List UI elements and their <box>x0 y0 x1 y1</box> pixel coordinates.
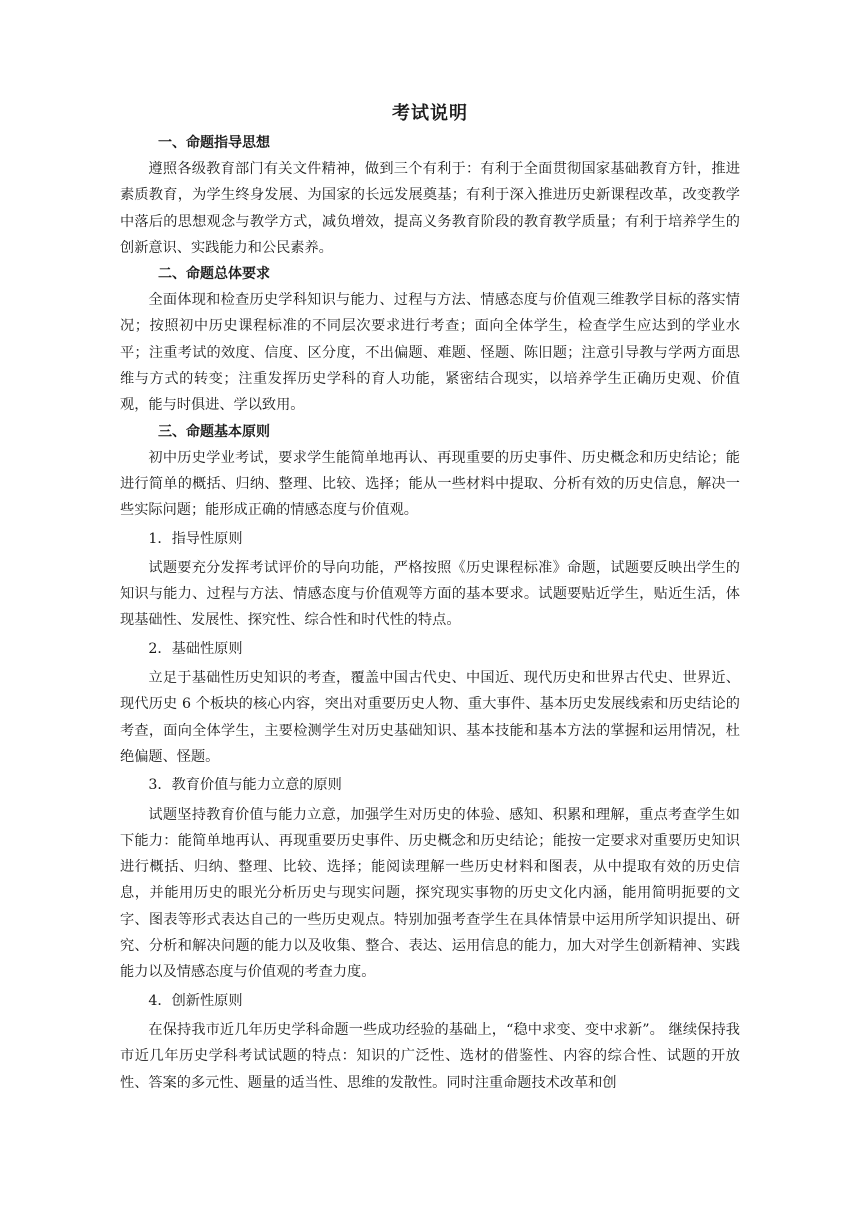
principle-text: 立足于基础性历史知识的考查，覆盖中国古代史、中国近、现代历史和世界古代史、世界近、现代历史 6 个板块的核心内容，突出对重要历史人物、重大事件、基本历史发展线索和历史结论的考查，面向全体学生，主要检测学生对历史基础知识、基本技能和基本方法的掌握和运用情况，杜绝偏题、怪题。 <box>120 670 740 765</box>
paragraph: 全面体现和检查历史学科知识与能力、过程与方法、情感态度与价值观三维教学目标的落实情况；按照初中历史课程标准的不同层次要求进行考查；面向全体学生，检查学生应达到的学业水平；注重考试的效度、信度、区分度，不出偏题、难题、怪题、陈旧题；注意引导教与学两方面思维与方式的转变；注重发挥历史学科的育人功能，紧密结合现实，以培养学生正确历史观、价值观，能与时俱进、学以致用。 <box>120 292 740 414</box>
principle-label: 4．创新性原则 <box>148 992 243 1009</box>
document-title: 考试说明 <box>392 103 468 124</box>
principle-text: 试题要充分发挥考试评价的导向功能，严格按照《历史课程标准》命题，试题要反映出学生的知识与能力、过程与方法、情感态度与价值观等方面的基本要求。试题要贴近学生，贴近生活，体现基础性、发展性、探究性、综合性和时代性的特点。 <box>120 559 740 629</box>
section-heading: 一、命题指导思想 <box>158 135 270 151</box>
paragraph: 遵照各级教育部门有关文件精神，做到三个有利于：有利于全面贯彻国家基础教育方针，推进素质教育，为学生终身发展、为国家的长远发展奠基；有利于深入推进历史新课程改革，改变教学中落后的思想观念与教学方式，减负增效，提高义务教育阶段的教育教学质量；有利于培养学生的创新意识、实践能力和公民素养。 <box>120 161 740 256</box>
section-heading: 三、命题基本原则 <box>158 423 270 440</box>
principle-label: 2．基础性原则 <box>148 640 243 657</box>
principle-label: 3．教育价值与能力立意的原则 <box>148 777 342 794</box>
document-page <box>120 100 740 1096</box>
section-guiding-ideology <box>120 130 740 261</box>
section-basic-principles <box>120 419 740 1096</box>
principle-label: 1．指导性原则 <box>148 530 243 547</box>
section-heading: 二、命题总体要求 <box>158 266 270 283</box>
principle-text: 在保持我市近几年历史学科命题一些成功经验的基础上，“稳中求变、变中求新”。 继续保持我市近几年历史学科考试试题的特点：知识的广泛性、选材的借鉴性、内容的综合性、试题的开放性、答案的多元性、题量的适当性、思维的发散性。同时注重命题技术改革和创 <box>120 1021 740 1091</box>
section-general-requirements <box>120 261 740 418</box>
principle-text: 试题坚持教育价值与能力立意，加强学生对历史的体验、感知、积累和理解，重点考查学生如下能力：能简单地再认、再现重要历史事件、历史概念和历史结论；能按一定要求对重要历史知识进行概括、归纳、整理、比较、选择；能阅读理解一些历史材料和图表，从中提取有效的历史信息，并能用历史的眼光分析历史与现实问题，探究现实事物的历史文化内涵，能用简明扼要的文字、图表等形式表达自己的一些历史观点。特别加强考查学生在具体情景中运用所学知识提出、研究、分析和解决问题的能力以及收集、整合、表达、运用信息的能力，加大对学生创新精神、实践能力以及情感态度与价值观的考查力度。 <box>120 806 740 981</box>
paragraph: 初中历史学业考试，要求学生能简单地再认、再现重要的历史事件、历史概念和历史结论；能进行简单的概括、归纳、整理、比较、选择；能从一些材料中提取、分析有效的历史信息，解决一些实际问题；能形成正确的情感态度与价值观。 <box>120 449 740 519</box>
